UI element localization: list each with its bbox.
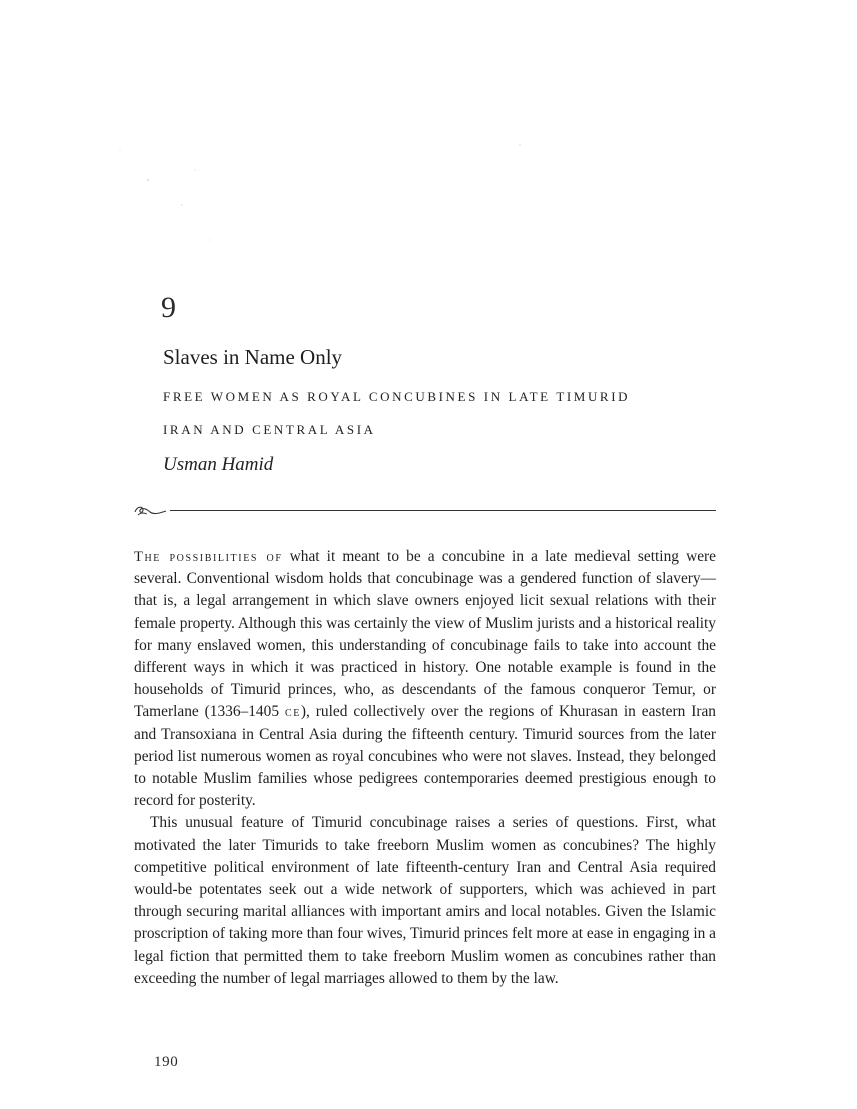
chapter-number: 9	[161, 291, 176, 324]
chapter-subtitle-line-2: IRAN AND CENTRAL ASIA	[163, 422, 376, 437]
paragraph-2: This unusual feature of Timurid concubinage raises a series of questions. First, what motivated the later Timurids to take freeborn Muslim women as concubines? The highly competitive political environment of late fifteenth-century Iran and Central Asia required would-be potentates seek out a wide network of supporters, which was achieved in part through securing marital alliances with important amirs and local notables. Given the Islamic proscription of taking more than four wives, Timurid princes felt more at ease in engaging in a legal fiction that permitted them to take freeborn Muslim women as concubines rather than exceeding the number of legal marriages allowed to them by the law.	[134, 814, 716, 987]
page-number: 190	[154, 1054, 179, 1070]
section-divider-rule	[170, 510, 716, 511]
flourish-ornament-icon	[133, 500, 167, 518]
paragraph-1-end: ), ruled collectively over the regions of Khurasan in eastern Iran and Transoxiana in Central Asia during the fifteenth century. Timurid sources from the later period list numerous women as royal concubines who were not slaves. Instead, they belonged to notable Muslim families whose pedigrees contemporaries deemed prestigious enough to record for posterity.	[134, 703, 717, 810]
era-abbreviation: ce	[284, 704, 301, 721]
chapter-subtitle-line-1: FREE WOMEN AS ROYAL CONCUBINES IN LATE TIMURID	[163, 389, 631, 404]
opening-small-caps: The possibilities of	[134, 549, 283, 565]
chapter-title: Slaves in Name Only	[163, 345, 343, 369]
chapter-author: Usman Hamid	[163, 454, 274, 475]
paragraph-1	[134, 546, 716, 812]
paper-specks	[0, 0, 857, 300]
paragraph-1-text: what it meant to be a concubine in a late medieval setting were several. Conventional wisdom holds that concubinage was a gendered function of slavery—that is, a legal arrangement in which slave owners enjoyed licit sexual relations with their female property. Although this was certainly the view of Muslim jurists and a historical reality for many enslaved women, this understanding of concubinage fails to take into account the different ways in which it was practiced in history. One notable example is found in the households of Timurid princes, who, as descendants of the famous conqueror Temur, or Tamerlane (1336–1405	[134, 548, 716, 721]
chapter-body	[134, 546, 716, 990]
